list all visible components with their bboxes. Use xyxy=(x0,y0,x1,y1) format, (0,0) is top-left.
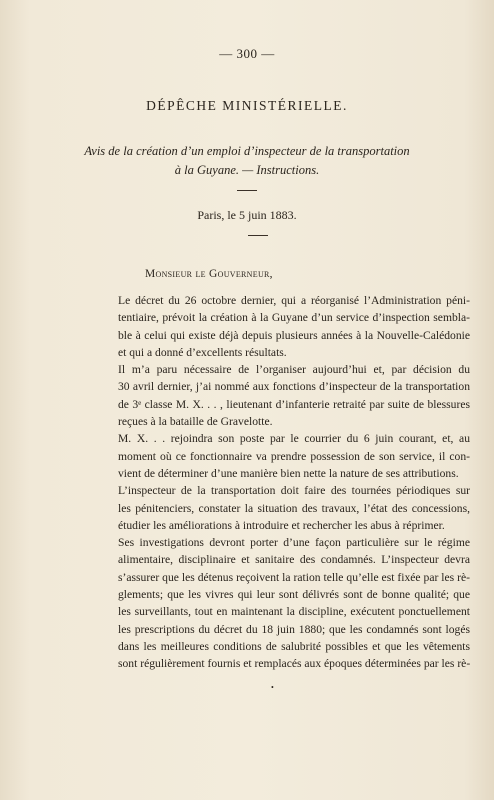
body-line: M. X. . . rejoindra son poste par le courrier du 6 juin courant, et, au xyxy=(118,432,470,446)
salutation xyxy=(145,268,273,280)
body-line: reçues à la bataille de Gravelotte. xyxy=(118,415,273,429)
body-line: les pénitenciers, constater la situation des travaux, l’état des concessions, xyxy=(118,501,470,515)
subtitle-line: à la Guyane. — Instructions. xyxy=(174,163,320,177)
rule-after-subtitle xyxy=(237,190,257,191)
body-line: de 3ᵉ classe M. X. . . , lieutenant d’infanterie retraité par suite de blessures xyxy=(118,397,470,411)
salutation-text: Monsieur le Gouverneur, xyxy=(145,268,273,280)
body-line: glements; que les vivres qui leur sont délivrés sont de bonne qualité; que xyxy=(118,588,470,602)
letter-body xyxy=(118,292,470,673)
body-line: L’inspecteur de la transportation doit faire des tournées périodiques sur xyxy=(118,484,470,498)
body-line: Il m’a paru nécessaire de l’organiser aujourd’hui et, par décision du xyxy=(118,363,470,377)
body-line: vient de déterminer d’une manière bien nette la nature de ses attributions. xyxy=(118,466,459,480)
subtitle-line: Avis de la création d’un emploi d’inspecteur de la transportation xyxy=(84,144,410,158)
rule-after-dateline xyxy=(248,235,268,236)
body-line: Ses investigations devront porter d’une façon particulière sur le régime xyxy=(118,536,470,550)
body-line: tentiaire, prévoit la création à la Guyane d’un service d’inspection sembla- xyxy=(118,311,470,325)
body-line: moment où ce fonctionnaire va prendre possession de son service, il con- xyxy=(118,449,470,463)
document-title: DÉPÊCHE MINISTÉRIELLE. xyxy=(146,98,348,113)
body-line: sont régulièrement fournis et remplacés aux époques déterminées par les rè- xyxy=(118,657,471,671)
dateline: Paris, le 5 juin 1883. xyxy=(197,208,297,222)
body-line: s’assurer que les détenus reçoivent la ration telle qu’elle est fixée par les rè- xyxy=(118,570,470,584)
body-line: les prescriptions du décret du 18 juin 1880; que les condamnés sont logés xyxy=(118,622,470,636)
stray-mark: • xyxy=(271,683,274,692)
body-line: et qui a donné d’excellents résultats. xyxy=(118,345,287,359)
body-line: ble à celui qui existe déjà depuis plusieurs années à la Nouvelle-Calédonie xyxy=(118,328,470,342)
page-number: — 300 — xyxy=(219,46,275,61)
body-line: alimentaire, disciplinaire et sanitaire des condamnés. L’inspecteur devra xyxy=(118,553,470,567)
body-line: Le décret du 26 octobre dernier, qui a réorganisé l’Administration péni- xyxy=(118,294,470,307)
body-line: dans les meilleures conditions de salubrité possibles et que les vêtements xyxy=(118,639,470,653)
body-line: 30 avril dernier, j’ai nommé aux fonctions d’inspecteur de la transportation xyxy=(118,380,470,394)
document-subtitle xyxy=(60,142,434,180)
body-line: étudier les améliorations à introduire et rechercher les abus à réprimer. xyxy=(118,518,445,532)
body-line: les surveillants, tout en maintenant la discipline, exécutent ponctuellement xyxy=(118,605,470,619)
